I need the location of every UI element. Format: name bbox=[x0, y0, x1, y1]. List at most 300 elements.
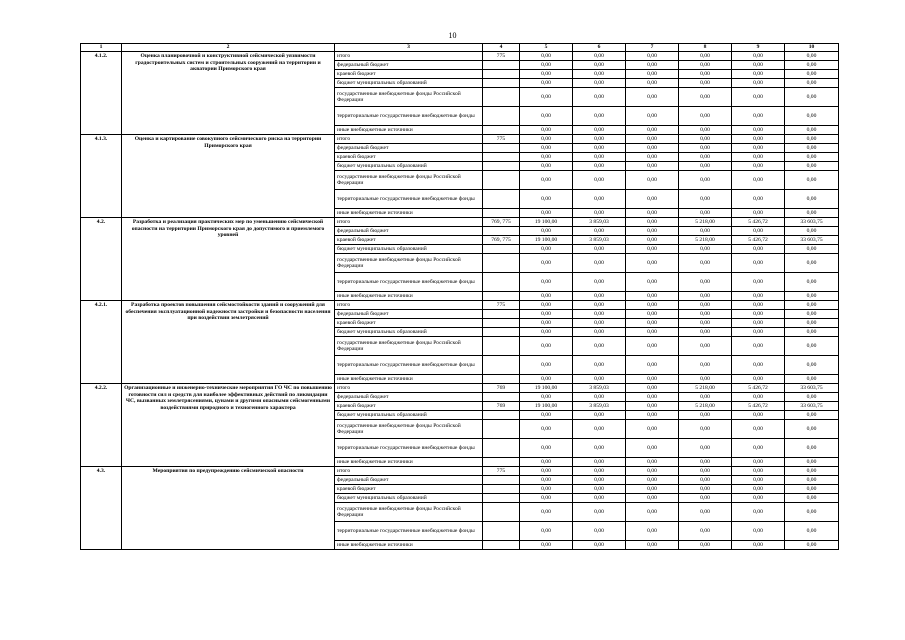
amount-cell: 0,00 bbox=[679, 458, 732, 467]
amount-cell: 0,00 bbox=[573, 79, 626, 88]
amount-cell: 0,00 bbox=[626, 458, 679, 467]
amount-cell: 0,00 bbox=[573, 393, 626, 402]
amount-cell: 0,00 bbox=[732, 135, 785, 144]
amount-cell: 0,00 bbox=[573, 375, 626, 384]
amount-cell: 0,00 bbox=[573, 126, 626, 135]
amount-cell: 0,00 bbox=[785, 467, 839, 476]
amount-cell: 0,00 bbox=[573, 337, 626, 356]
funding-source-label: краевой бюджет bbox=[335, 319, 483, 328]
amount-cell: 0,00 bbox=[785, 190, 839, 209]
column-header: 4 bbox=[483, 44, 520, 52]
grbs-code bbox=[483, 541, 520, 550]
amount-cell: 0,00 bbox=[626, 494, 679, 503]
amount-cell: 19 100,00 bbox=[520, 384, 573, 393]
table-row bbox=[81, 384, 839, 393]
section-name: Мероприятия по предупреждению сейсмической опасности bbox=[122, 467, 335, 550]
amount-cell: 0,00 bbox=[626, 337, 679, 356]
grbs-code bbox=[483, 254, 520, 273]
funding-source-label: иные внебюджетные источники bbox=[335, 209, 483, 218]
amount-cell: 0,00 bbox=[732, 254, 785, 273]
funding-source-label: территориальные государственные внебюджетные фонды bbox=[335, 439, 483, 458]
amount-cell: 0,00 bbox=[520, 209, 573, 218]
amount-cell: 0,00 bbox=[732, 273, 785, 292]
amount-cell: 0,00 bbox=[732, 439, 785, 458]
funding-source-label: краевой бюджет bbox=[335, 485, 483, 494]
grbs-code bbox=[483, 79, 520, 88]
amount-cell: 0,00 bbox=[785, 375, 839, 384]
funding-source-label: бюджет муниципальных образований bbox=[335, 79, 483, 88]
grbs-code bbox=[483, 375, 520, 384]
funding-source-label: итого bbox=[335, 218, 483, 227]
amount-cell: 0,00 bbox=[679, 467, 732, 476]
amount-cell: 0,00 bbox=[626, 503, 679, 522]
amount-cell: 0,00 bbox=[626, 439, 679, 458]
section-name: Оценка и картирование совокупного сейсмического риска на территории Приморского края bbox=[122, 135, 335, 218]
amount-cell: 0,00 bbox=[785, 337, 839, 356]
amount-cell: 5 426,72 bbox=[732, 236, 785, 245]
grbs-code: 775 bbox=[483, 467, 520, 476]
amount-cell: 0,00 bbox=[732, 522, 785, 541]
amount-cell: 0,00 bbox=[785, 328, 839, 337]
amount-cell: 0,00 bbox=[573, 319, 626, 328]
grbs-code bbox=[483, 411, 520, 420]
funding-source-label: государственные внебюджетные фонды Российской Федерации bbox=[335, 420, 483, 439]
amount-cell: 0,00 bbox=[732, 171, 785, 190]
section-code: 4.2.2. bbox=[81, 384, 122, 467]
amount-cell: 0,00 bbox=[626, 356, 679, 375]
grbs-code bbox=[483, 245, 520, 254]
amount-cell: 0,00 bbox=[732, 467, 785, 476]
amount-cell: 0,00 bbox=[679, 503, 732, 522]
amount-cell: 0,00 bbox=[626, 245, 679, 254]
amount-cell: 0,00 bbox=[520, 301, 573, 310]
amount-cell: 0,00 bbox=[520, 476, 573, 485]
amount-cell: 0,00 bbox=[520, 420, 573, 439]
amount-cell: 0,00 bbox=[520, 319, 573, 328]
amount-cell: 0,00 bbox=[679, 356, 732, 375]
amount-cell: 0,00 bbox=[573, 153, 626, 162]
amount-cell: 0,00 bbox=[626, 393, 679, 402]
amount-cell: 0,00 bbox=[679, 439, 732, 458]
amount-cell: 0,00 bbox=[785, 153, 839, 162]
amount-cell: 0,00 bbox=[626, 236, 679, 245]
grbs-code bbox=[483, 292, 520, 301]
grbs-code bbox=[483, 70, 520, 79]
amount-cell: 0,00 bbox=[520, 310, 573, 319]
amount-cell: 0,00 bbox=[626, 541, 679, 550]
amount-cell: 0,00 bbox=[626, 144, 679, 153]
amount-cell: 19 100,00 bbox=[520, 236, 573, 245]
funding-source-label: итого bbox=[335, 52, 483, 61]
amount-cell: 19 100,00 bbox=[520, 218, 573, 227]
amount-cell: 0,00 bbox=[573, 541, 626, 550]
amount-cell: 0,00 bbox=[785, 254, 839, 273]
amount-cell: 0,00 bbox=[732, 328, 785, 337]
funding-source-label: итого bbox=[335, 135, 483, 144]
grbs-code bbox=[483, 476, 520, 485]
amount-cell: 0,00 bbox=[732, 61, 785, 70]
amount-cell: 0,00 bbox=[520, 458, 573, 467]
amount-cell: 0,00 bbox=[679, 126, 732, 135]
funding-source-label: бюджет муниципальных образований bbox=[335, 328, 483, 337]
funding-source-label: территориальные государственные внебюджетные фонды bbox=[335, 522, 483, 541]
amount-cell: 0,00 bbox=[626, 209, 679, 218]
amount-cell: 0,00 bbox=[679, 254, 732, 273]
amount-cell: 0,00 bbox=[520, 328, 573, 337]
amount-cell: 0,00 bbox=[626, 171, 679, 190]
amount-cell: 0,00 bbox=[679, 153, 732, 162]
funding-source-label: федеральный бюджет bbox=[335, 310, 483, 319]
amount-cell: 0,00 bbox=[732, 79, 785, 88]
amount-cell: 0,00 bbox=[785, 420, 839, 439]
amount-cell: 0,00 bbox=[732, 485, 785, 494]
amount-cell: 0,00 bbox=[573, 88, 626, 107]
amount-cell: 0,00 bbox=[785, 494, 839, 503]
amount-cell: 0,00 bbox=[573, 254, 626, 273]
amount-cell: 0,00 bbox=[626, 292, 679, 301]
amount-cell: 0,00 bbox=[573, 522, 626, 541]
amount-cell: 0,00 bbox=[573, 310, 626, 319]
amount-cell: 0,00 bbox=[520, 273, 573, 292]
amount-cell: 0,00 bbox=[679, 494, 732, 503]
funding-source-label: иные внебюджетные источники bbox=[335, 126, 483, 135]
amount-cell: 0,00 bbox=[785, 61, 839, 70]
amount-cell: 0,00 bbox=[626, 384, 679, 393]
grbs-code bbox=[483, 61, 520, 70]
grbs-code bbox=[483, 494, 520, 503]
grbs-code: 775 bbox=[483, 52, 520, 61]
grbs-code bbox=[483, 162, 520, 171]
amount-cell: 0,00 bbox=[785, 301, 839, 310]
amount-cell: 0,00 bbox=[626, 328, 679, 337]
amount-cell: 0,00 bbox=[785, 541, 839, 550]
amount-cell: 5 218,00 bbox=[679, 402, 732, 411]
amount-cell: 5 218,00 bbox=[679, 384, 732, 393]
grbs-code bbox=[483, 310, 520, 319]
amount-cell: 0,00 bbox=[626, 218, 679, 227]
amount-cell: 0,00 bbox=[626, 467, 679, 476]
amount-cell: 0,00 bbox=[520, 70, 573, 79]
amount-cell: 0,00 bbox=[785, 79, 839, 88]
funding-source-label: государственные внебюджетные фонды Российской Федерации bbox=[335, 503, 483, 522]
amount-cell: 0,00 bbox=[785, 209, 839, 218]
amount-cell: 0,00 bbox=[626, 420, 679, 439]
amount-cell: 0,00 bbox=[520, 467, 573, 476]
section-code: 4.3. bbox=[81, 467, 122, 550]
amount-cell: 5 426,72 bbox=[732, 402, 785, 411]
amount-cell: 0,00 bbox=[520, 254, 573, 273]
amount-cell: 0,00 bbox=[520, 439, 573, 458]
amount-cell: 0,00 bbox=[626, 135, 679, 144]
funding-source-label: территориальные государственные внебюджетные фонды bbox=[335, 107, 483, 126]
grbs-code bbox=[483, 107, 520, 126]
section-name: Оценка планировочной и конструктивной сейсмической уязвимости градостроительных систем и строительных сооружений на территории и акватории Приморского края bbox=[122, 52, 335, 135]
funding-source-label: краевой бюджет bbox=[335, 70, 483, 79]
funding-source-label: итого bbox=[335, 384, 483, 393]
funding-source-label: федеральный бюджет bbox=[335, 476, 483, 485]
amount-cell: 0,00 bbox=[732, 337, 785, 356]
amount-cell: 0,00 bbox=[626, 70, 679, 79]
funding-source-label: иные внебюджетные источники bbox=[335, 375, 483, 384]
amount-cell: 0,00 bbox=[626, 254, 679, 273]
funding-source-label: итого bbox=[335, 467, 483, 476]
amount-cell: 0,00 bbox=[626, 273, 679, 292]
amount-cell: 0,00 bbox=[785, 356, 839, 375]
funding-source-label: иные внебюджетные источники bbox=[335, 541, 483, 550]
amount-cell: 5 426,72 bbox=[732, 384, 785, 393]
amount-cell: 0,00 bbox=[520, 375, 573, 384]
amount-cell: 0,00 bbox=[573, 273, 626, 292]
amount-cell: 0,00 bbox=[732, 393, 785, 402]
amount-cell: 0,00 bbox=[785, 292, 839, 301]
amount-cell: 0,00 bbox=[785, 522, 839, 541]
funding-source-label: федеральный бюджет bbox=[335, 144, 483, 153]
amount-cell: 0,00 bbox=[785, 171, 839, 190]
amount-cell: 0,00 bbox=[785, 319, 839, 328]
amount-cell: 0,00 bbox=[785, 310, 839, 319]
amount-cell: 0,00 bbox=[573, 301, 626, 310]
amount-cell: 0,00 bbox=[573, 171, 626, 190]
funding-source-label: краевой бюджет bbox=[335, 402, 483, 411]
section-name: Организационные и инженерно-технические мероприятия ГО ЧС по повышению готовности сил и средств для наиболее эффективных действий по ликвидации ЧС, вызванных землетрясениями, цунами и другими опасными сейсмогенными воздействиями природного и техногенного характера bbox=[122, 384, 335, 467]
funding-source-label: бюджет муниципальных образований bbox=[335, 245, 483, 254]
amount-cell: 0,00 bbox=[679, 107, 732, 126]
amount-cell: 0,00 bbox=[626, 153, 679, 162]
column-header: 3 bbox=[335, 44, 483, 52]
amount-cell: 0,00 bbox=[679, 190, 732, 209]
amount-cell: 0,00 bbox=[732, 411, 785, 420]
amount-cell: 0,00 bbox=[785, 411, 839, 420]
section-code: 4.1.2. bbox=[81, 52, 122, 135]
column-header: 2 bbox=[122, 44, 335, 52]
amount-cell: 0,00 bbox=[732, 503, 785, 522]
amount-cell: 0,00 bbox=[679, 485, 732, 494]
amount-cell: 0,00 bbox=[732, 420, 785, 439]
amount-cell: 0,00 bbox=[520, 541, 573, 550]
amount-cell: 0,00 bbox=[573, 162, 626, 171]
amount-cell: 0,00 bbox=[732, 301, 785, 310]
amount-cell: 0,00 bbox=[520, 245, 573, 254]
amount-cell: 0,00 bbox=[679, 319, 732, 328]
amount-cell: 0,00 bbox=[626, 485, 679, 494]
grbs-code bbox=[483, 227, 520, 236]
amount-cell: 33 603,75 bbox=[785, 402, 839, 411]
table-row bbox=[81, 52, 839, 61]
amount-cell: 0,00 bbox=[679, 301, 732, 310]
table-row bbox=[81, 135, 839, 144]
amount-cell: 0,00 bbox=[679, 375, 732, 384]
amount-cell: 0,00 bbox=[626, 79, 679, 88]
amount-cell: 5 426,72 bbox=[732, 218, 785, 227]
funding-source-label: государственные внебюджетные фонды Российской Федерации bbox=[335, 88, 483, 107]
grbs-code: 769, 775 bbox=[483, 236, 520, 245]
amount-cell: 33 603,75 bbox=[785, 384, 839, 393]
amount-cell: 0,00 bbox=[520, 393, 573, 402]
grbs-code bbox=[483, 319, 520, 328]
table-row bbox=[81, 467, 839, 476]
funding-source-label: государственные внебюджетные фонды Российской Федерации bbox=[335, 254, 483, 273]
amount-cell: 0,00 bbox=[573, 70, 626, 79]
amount-cell: 5 218,00 bbox=[679, 236, 732, 245]
amount-cell: 0,00 bbox=[785, 485, 839, 494]
table-row bbox=[81, 218, 839, 227]
amount-cell: 0,00 bbox=[785, 162, 839, 171]
amount-cell: 0,00 bbox=[785, 393, 839, 402]
grbs-code bbox=[483, 190, 520, 209]
funding-source-label: территориальные государственные внебюджетные фонды bbox=[335, 273, 483, 292]
amount-cell: 0,00 bbox=[785, 273, 839, 292]
amount-cell: 0,00 bbox=[626, 319, 679, 328]
funding-source-label: территориальные государственные внебюджетные фонды bbox=[335, 190, 483, 209]
amount-cell: 0,00 bbox=[732, 70, 785, 79]
amount-cell: 0,00 bbox=[520, 88, 573, 107]
amount-cell: 0,00 bbox=[732, 458, 785, 467]
grbs-code: 775 bbox=[483, 135, 520, 144]
amount-cell: 0,00 bbox=[573, 503, 626, 522]
amount-cell: 0,00 bbox=[732, 162, 785, 171]
amount-cell: 0,00 bbox=[573, 439, 626, 458]
amount-cell: 0,00 bbox=[520, 153, 573, 162]
grbs-code: 769 bbox=[483, 384, 520, 393]
section-code: 4.2.1. bbox=[81, 301, 122, 384]
amount-cell: 0,00 bbox=[732, 52, 785, 61]
funding-source-label: бюджет муниципальных образований bbox=[335, 162, 483, 171]
amount-cell: 0,00 bbox=[520, 79, 573, 88]
amount-cell: 0,00 bbox=[573, 209, 626, 218]
funding-table bbox=[80, 43, 839, 550]
column-header: 9 bbox=[732, 44, 785, 52]
amount-cell: 0,00 bbox=[679, 337, 732, 356]
amount-cell: 0,00 bbox=[679, 245, 732, 254]
amount-cell: 0,00 bbox=[679, 162, 732, 171]
amount-cell: 0,00 bbox=[520, 356, 573, 375]
amount-cell: 0,00 bbox=[679, 522, 732, 541]
amount-cell: 0,00 bbox=[732, 375, 785, 384]
grbs-code: 775 bbox=[483, 301, 520, 310]
amount-cell: 0,00 bbox=[626, 301, 679, 310]
amount-cell: 0,00 bbox=[679, 135, 732, 144]
amount-cell: 0,00 bbox=[520, 162, 573, 171]
amount-cell: 0,00 bbox=[732, 107, 785, 126]
grbs-code bbox=[483, 153, 520, 162]
grbs-code bbox=[483, 328, 520, 337]
amount-cell: 0,00 bbox=[679, 292, 732, 301]
amount-cell: 0,00 bbox=[785, 107, 839, 126]
amount-cell: 0,00 bbox=[626, 190, 679, 209]
amount-cell: 3 859,03 bbox=[573, 218, 626, 227]
grbs-code bbox=[483, 356, 520, 375]
amount-cell: 0,00 bbox=[626, 375, 679, 384]
amount-cell: 0,00 bbox=[785, 245, 839, 254]
amount-cell: 0,00 bbox=[679, 541, 732, 550]
amount-cell: 0,00 bbox=[626, 52, 679, 61]
column-header: 10 bbox=[785, 44, 839, 52]
amount-cell: 33 603,75 bbox=[785, 218, 839, 227]
amount-cell: 0,00 bbox=[785, 503, 839, 522]
amount-cell: 0,00 bbox=[732, 153, 785, 162]
amount-cell: 0,00 bbox=[679, 88, 732, 107]
amount-cell: 33 603,75 bbox=[785, 236, 839, 245]
grbs-code bbox=[483, 485, 520, 494]
amount-cell: 0,00 bbox=[679, 70, 732, 79]
amount-cell: 0,00 bbox=[732, 494, 785, 503]
amount-cell: 0,00 bbox=[573, 227, 626, 236]
amount-cell: 0,00 bbox=[626, 126, 679, 135]
amount-cell: 0,00 bbox=[785, 458, 839, 467]
grbs-code bbox=[483, 522, 520, 541]
amount-cell: 0,00 bbox=[626, 61, 679, 70]
funding-source-label: государственные внебюджетные фонды Российской Федерации bbox=[335, 171, 483, 190]
amount-cell: 0,00 bbox=[785, 88, 839, 107]
amount-cell: 0,00 bbox=[573, 467, 626, 476]
amount-cell: 0,00 bbox=[573, 476, 626, 485]
amount-cell: 0,00 bbox=[520, 135, 573, 144]
grbs-code bbox=[483, 420, 520, 439]
section-code: 4.2. bbox=[81, 218, 122, 301]
amount-cell: 0,00 bbox=[785, 70, 839, 79]
amount-cell: 0,00 bbox=[520, 494, 573, 503]
table-row bbox=[81, 301, 839, 310]
amount-cell: 0,00 bbox=[732, 245, 785, 254]
column-header: 6 bbox=[573, 44, 626, 52]
amount-cell: 0,00 bbox=[626, 310, 679, 319]
grbs-code bbox=[483, 458, 520, 467]
amount-cell: 0,00 bbox=[679, 411, 732, 420]
amount-cell: 0,00 bbox=[520, 171, 573, 190]
column-number-row bbox=[81, 44, 839, 52]
amount-cell: 0,00 bbox=[573, 135, 626, 144]
amount-cell: 0,00 bbox=[785, 144, 839, 153]
amount-cell: 0,00 bbox=[626, 227, 679, 236]
amount-cell: 0,00 bbox=[520, 227, 573, 236]
amount-cell: 0,00 bbox=[626, 162, 679, 171]
amount-cell: 0,00 bbox=[573, 420, 626, 439]
amount-cell: 3 859,03 bbox=[573, 384, 626, 393]
section-name: Разработка проектов повышения сейсмостойкости зданий и сооружений для обеспечения эксплуатационной надежности застройки и безопасности населения при воздействии землетрясений bbox=[122, 301, 335, 384]
funding-source-label: бюджет муниципальных образований bbox=[335, 411, 483, 420]
amount-cell: 0,00 bbox=[732, 227, 785, 236]
amount-cell: 0,00 bbox=[573, 61, 626, 70]
amount-cell: 0,00 bbox=[626, 476, 679, 485]
amount-cell: 0,00 bbox=[785, 439, 839, 458]
funding-source-label: краевой бюджет bbox=[335, 236, 483, 245]
amount-cell: 0,00 bbox=[520, 126, 573, 135]
amount-cell: 0,00 bbox=[573, 328, 626, 337]
column-header: 5 bbox=[520, 44, 573, 52]
amount-cell: 0,00 bbox=[679, 393, 732, 402]
amount-cell: 0,00 bbox=[573, 485, 626, 494]
amount-cell: 0,00 bbox=[679, 144, 732, 153]
amount-cell: 0,00 bbox=[573, 190, 626, 209]
amount-cell: 0,00 bbox=[520, 337, 573, 356]
amount-cell: 0,00 bbox=[520, 485, 573, 494]
column-header: 1 bbox=[81, 44, 122, 52]
grbs-code: 769, 775 bbox=[483, 218, 520, 227]
amount-cell: 3 859,03 bbox=[573, 236, 626, 245]
amount-cell: 5 218,00 bbox=[679, 218, 732, 227]
amount-cell: 0,00 bbox=[520, 144, 573, 153]
amount-cell: 0,00 bbox=[785, 476, 839, 485]
amount-cell: 0,00 bbox=[573, 107, 626, 126]
amount-cell: 0,00 bbox=[626, 88, 679, 107]
amount-cell: 0,00 bbox=[785, 135, 839, 144]
amount-cell: 0,00 bbox=[626, 411, 679, 420]
amount-cell: 0,00 bbox=[732, 356, 785, 375]
funding-source-label: итого bbox=[335, 301, 483, 310]
amount-cell: 0,00 bbox=[679, 61, 732, 70]
funding-source-label: федеральный бюджет bbox=[335, 393, 483, 402]
amount-cell: 0,00 bbox=[732, 126, 785, 135]
